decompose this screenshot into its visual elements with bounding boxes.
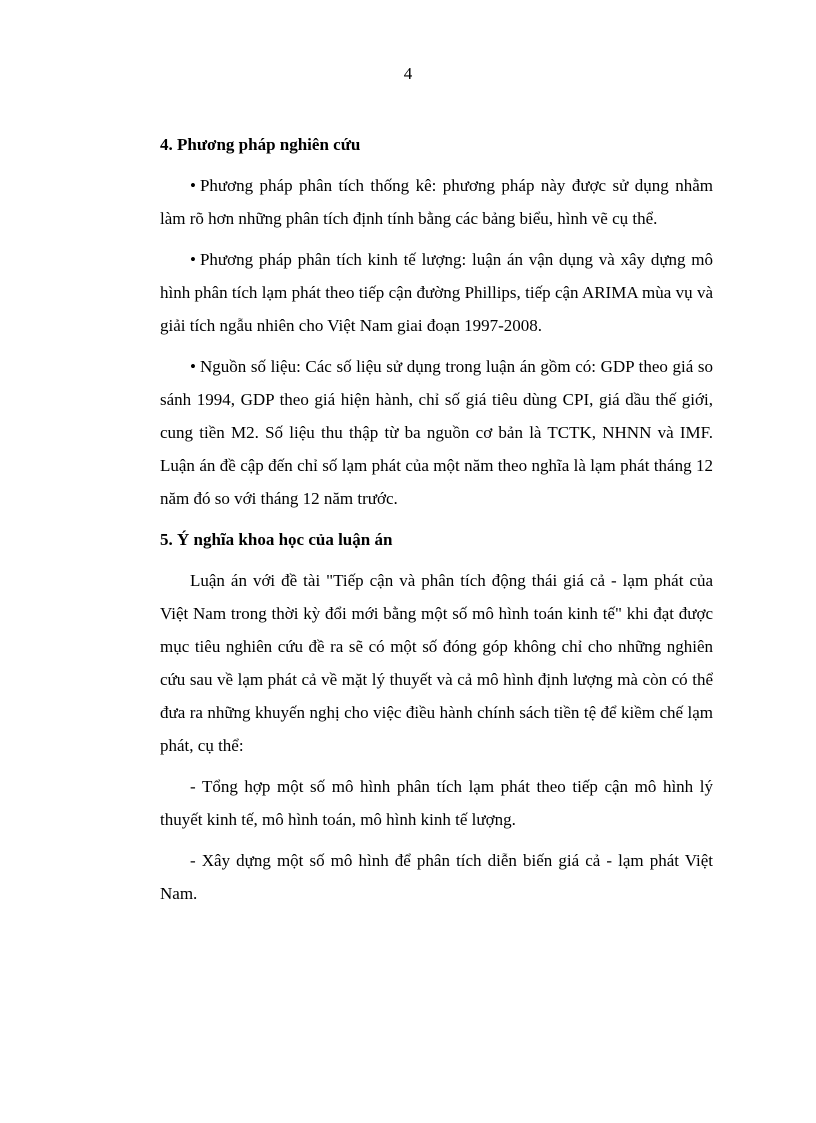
page-number: 4	[403, 64, 413, 83]
section-5-intro: Luận án với đề tài "Tiếp cận và phân tích động thái giá cả - lạm phát của Việt Nam trong thời kỳ đổi mới bằng một số mô hình toán kinh tế" khi đạt được mục tiêu nghiên cứu đề ra sẽ có một số đóng góp không chỉ cho những nghiên cứu sau về lạm phát cả về mặt lý thuyết và cả mô hình định lượng mà còn có thể đưa ra những khuyến nghị cho việc điều hành chính sách tiền tệ để kiềm chế lạm phát, cụ thể:	[160, 571, 713, 755]
section-5-heading: 5. Ý nghĩa khoa học của luận án	[160, 530, 393, 549]
method-statistics-bullet: • Phương pháp phân tích thống kê: phương pháp này được sử dụng nhằm làm rõ hơn những phân tích định tính bằng các bảng biểu, hình vẽ cụ thể.	[160, 169, 713, 235]
page-content	[160, 128, 713, 918]
data-source-bullet: • Nguồn số liệu: Các số liệu sử dụng trong luận án gồm có: GDP theo giá so sánh 1994, GDP theo giá hiện hành, chỉ số giá tiêu dùng CPI, giá dầu thế giới, cung tiền M2. Số liệu thu thập từ ba nguồn cơ bản là TCTK, NHNN và IMF. Luận án đề cập đến chỉ số lạm phát của một năm theo nghĩa là lạm phát tháng 12 năm đó so với tháng 12 năm trước.	[160, 350, 713, 515]
section-4-heading: 4. Phương pháp nghiên cứu	[160, 135, 361, 154]
contribution-item: - Tổng hợp một số mô hình phân tích lạm phát theo tiếp cận mô hình lý thuyết kinh tế, mô hình toán, mô hình kinh tế lượng.	[160, 777, 713, 829]
contribution-item: - Xây dựng một số mô hình để phân tích diễn biến giá cả - lạm phát Việt Nam.	[160, 851, 713, 903]
method-econometrics-bullet: • Phương pháp phân tích kinh tế lượng: luận án vận dụng và xây dựng mô hình phân tích lạm phát theo tiếp cận đường Phillips, tiếp cận ARIMA mùa vụ và giải tích ngẫu nhiên cho Việt Nam giai đoạn 1997-2008.	[160, 243, 713, 342]
